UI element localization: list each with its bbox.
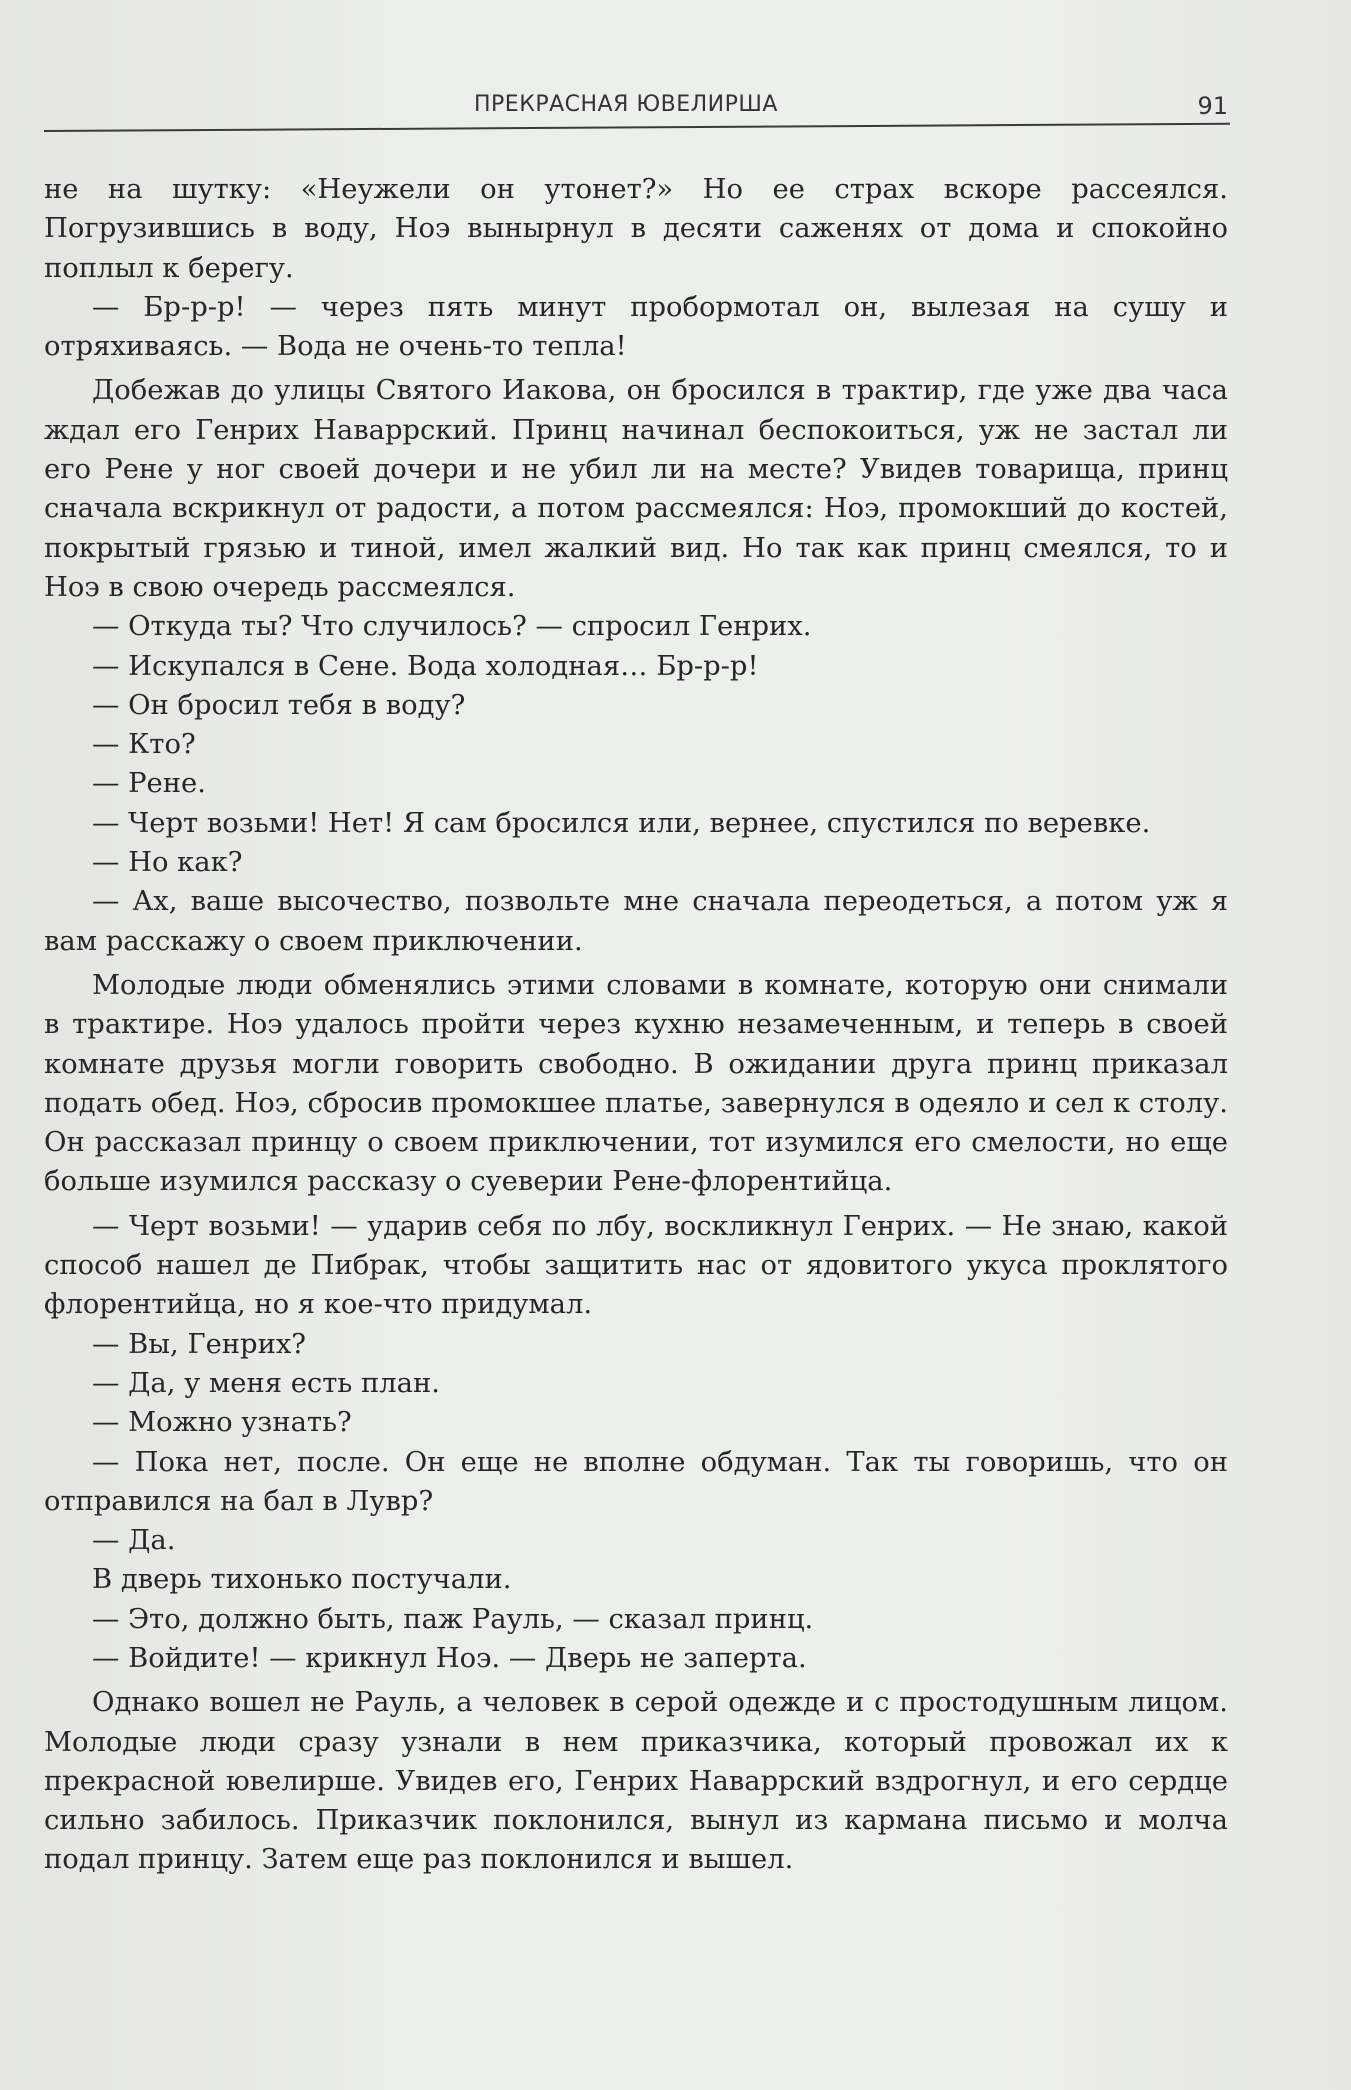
paragraph: не на шутку: «Неужели он утонет?» Но ее страх вскоре рассеялся. Погрузившись в воду, Ноэ вынырнул в десяти саженях от дома и спокойно поплыл к берегу. bbox=[44, 174, 1228, 284]
body-text bbox=[44, 170, 1228, 1880]
paragraph: — Пока нет, после. Он еще не вполне обдуман. Так ты говоришь, что он отправился на бал в Лувр? bbox=[44, 1446, 1228, 1517]
running-head bbox=[44, 88, 1230, 128]
paragraph: — Искупался в Сене. Вода холодная… Бр-р-р! bbox=[92, 650, 759, 682]
paragraph: — Вы, Генрих? bbox=[92, 1328, 306, 1360]
paragraph: В дверь тихонько постучали. bbox=[92, 1564, 512, 1596]
paragraph: — Можно узнать? bbox=[92, 1407, 352, 1439]
paragraph: — Да, у меня есть план. bbox=[92, 1367, 440, 1399]
paragraph: — Он бросил тебя в воду? bbox=[92, 689, 466, 721]
paragraph: — Кто? bbox=[92, 729, 196, 761]
paragraph: Добежав до улицы Святого Иакова, он бросился в трактир, где уже два часа ждал его Генрих Наваррский. Принц начинал беспокоиться, уж не застал ли его Рене у ног своей дочери и не убил ли на месте? Увидев товарища, принц сначала вскрикнул от радости, а потом рассмеялся: Ноэ, промокший до костей, покрытый грязью и тиной, имел жалкий вид. Но так как принц смеялся, то и Ноэ в свою очередь рассмеялся. bbox=[44, 375, 1228, 603]
paragraph: — Это, должно быть, паж Рауль, — сказал принц. bbox=[92, 1603, 814, 1635]
paragraph: — Откуда ты? Что случилось? — спросил Генрих. bbox=[92, 611, 812, 643]
paragraph: Однако вошел не Рауль, а человек в серой одежде и с простодушным лицом. Молодые люди сразу узнали в нем приказчика, который провожал их к прекрасной ювелирше. Увидев его, Генрих Наваррский вздрогнул, и его сердце сильно забилось. Приказчик поклонился, вынул из кармана письмо и молча подал принцу. Затем еще раз поклонился и вышел. bbox=[44, 1687, 1228, 1876]
paragraph: Молодые люди обменялись этими словами в комнате, которую они снимали в трактире. Ноэ удалось пройти через кухню незамеченным, и теперь в своей комнате друзья могли говорить свободно. В ожидании друга принц приказал подать обед. Ноэ, сбросив промокшее платье, завернулся в одеяло и сел к столу. Он рассказал принцу о своем приключении, тот изумился его смелости, но еще больше изумился рассказу о суеверии Рене-флорентийца. bbox=[44, 969, 1228, 1198]
paragraph: — Ах, ваше высочество, позвольте мне сначала переодеться, а потом уж я вам расскажу о своем приключении. bbox=[44, 886, 1228, 957]
paragraph: — Черт возьми! Нет! Я сам бросился или, вернее, спустился по веревке. bbox=[92, 807, 1151, 839]
paragraph: — Бр-р-р! — через пять минут пробормотал он, вылезая на сушу и отряхиваясь. — Вода не очень-то тепла! bbox=[44, 291, 1228, 363]
paragraph: — Черт возьми! — ударив себя по лбу, воскликнул Генрих. — Не знаю, какой способ нашел де Пибрак, чтобы защитить нас от ядовитого укуса проклятого флорентийца, но я кое-что придумал. bbox=[44, 1210, 1228, 1321]
paragraph: — Рене. bbox=[92, 768, 206, 800]
paragraph: — Да. bbox=[92, 1525, 176, 1557]
page-number: 91 bbox=[1197, 92, 1228, 120]
paragraph: — Войдите! — крикнул Ноэ. — Дверь не заперта. bbox=[92, 1642, 807, 1674]
paragraph: — Но как? bbox=[92, 847, 243, 879]
running-title: ПРЕКРАСНАЯ ЮВЕЛИРША bbox=[474, 92, 778, 117]
